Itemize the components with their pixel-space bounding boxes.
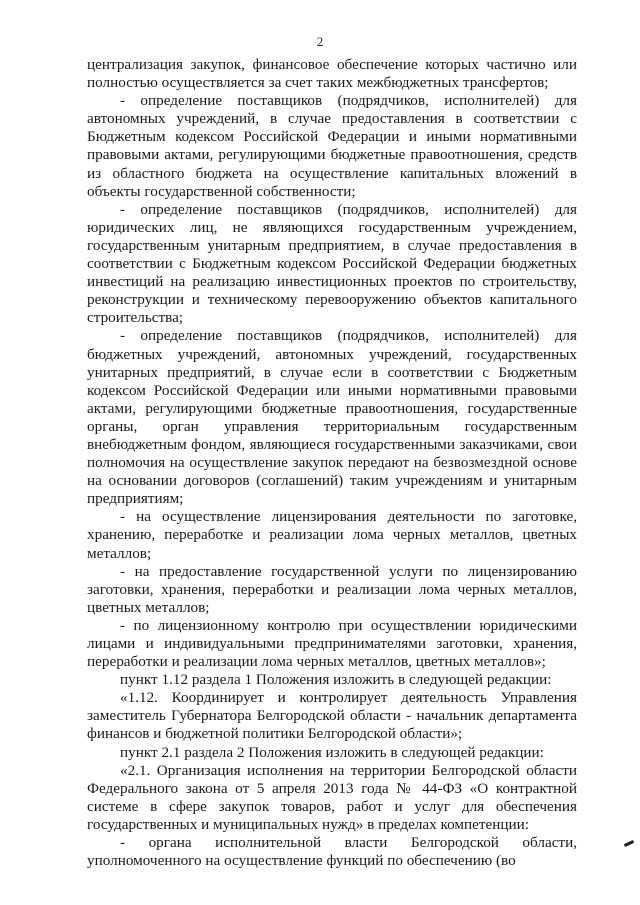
paragraph: пункт 1.12 раздела 1 Положения изложить в следующей редакции:	[120, 671, 552, 689]
paragraph: пункт 2.1 раздела 2 Положения изложить в следующей редакции:	[120, 743, 544, 761]
paragraph: централизация закупок, финансовое обеспечение которых частично или полностью осуществляется за счет таких межбюджетных трансфертов;	[87, 56, 577, 92]
paragraph: «1.12. Координирует и контролирует деятельность Управления заместитель Губернатора Белгородской области - начальник департамента финансов и бюджетной политики Белгородской области»;	[87, 689, 577, 743]
paragraph: - определение поставщиков (подрядчиков, исполнителей) для бюджетных учреждений, автономных учреждений, государственных унитарных предприятий, в случае если в соответствии с Бюджетным кодексом Российской Федерации или иными нормативными правовыми актами, регулирующими бюджетные правоотношения, государственные органы, орган управления территориальным государственным внебюджетным фондом, являющиеся государственными заказчиками, свои полномочия на осуществление закупок передают на безвозмездной основе на основании договоров (соглашений) таким учреждениям и унитарным предприятиям;	[87, 327, 577, 508]
paragraph: - определение поставщиков (подрядчиков, исполнителей) для юридических лиц, не являющихся государственным учреждением, государственным унитарным предприятием, в случае предоставления в соответствии с Бюджетным кодексом Российской Федерации бюджетных инвестиций на реализацию инвестиционных проектов по строительству, реконструкции и техническому перевооружению объектов капитального строительства;	[87, 200, 577, 327]
paragraph: - определение поставщиков (подрядчиков, исполнителей) для автономных учреждений, в случае предоставления в соответствии с Бюджетным кодексом Российской Федерации и иными нормативными правовыми актами, регулирующими бюджетные правоотношения, средств из областного бюджета на осуществление капитальных вложений в объекты государственной собственности;	[87, 92, 577, 200]
paragraph: «2.1. Организация исполнения на территории Белгородской области Федерального закона от 5 апреля 2013 года № 44-ФЗ «О контрактной системе в сфере закупок товаров, работ и услуг для обеспечения государственных и муниципальных нужд» в пределах компетенции:	[87, 761, 577, 833]
paragraph: - на осуществление лицензирования деятельности по заготовке, хранению, переработке и реализации лома черных металлов, цветных металлов;	[87, 508, 577, 562]
document-body	[87, 56, 577, 870]
scan-artifact	[624, 840, 634, 847]
paragraph: - органа исполнительной власти Белгородской области, уполномоченного на осуществление функций по обеспечению (во	[87, 834, 577, 870]
paragraph: - по лицензионному контролю при осуществлении юридическими лицами и индивидуальными предпринимателями заготовки, хранения, переработки и реализации лома черных металлов, цветных металлов»;	[87, 616, 577, 671]
page-number: 2	[316, 34, 324, 49]
paragraph: - на предоставление государственной услуги по лицензированию заготовки, хранения, переработки и реализации лома черных металлов, цветных металлов;	[87, 562, 577, 616]
